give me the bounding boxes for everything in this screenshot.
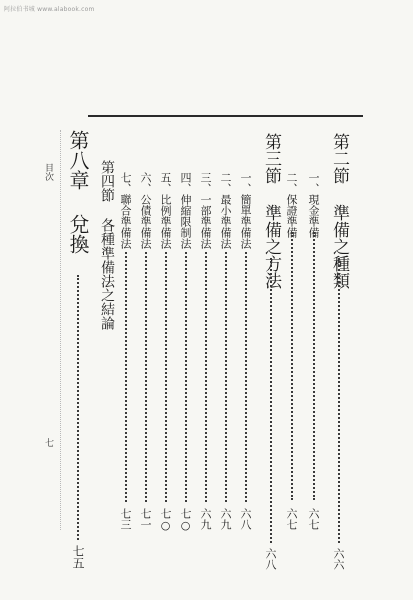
entry-title: 現金準備 — [307, 194, 320, 238]
entry-title: 保證準備 — [285, 194, 298, 238]
entry-marker: 第二節 — [329, 133, 349, 184]
entry-title: 各種準備法之結論 — [99, 218, 115, 330]
margin-rule — [60, 130, 61, 530]
leader-dots — [77, 275, 79, 540]
entry-page: 七三 — [119, 508, 132, 530]
toc-entry-cash-reserve — [307, 172, 320, 530]
toc-entry-chapter-8 — [66, 130, 90, 569]
entry-marker: 五、 — [159, 172, 172, 194]
entry-marker: 第八章 — [66, 130, 90, 190]
entry-marker: 二、 — [219, 172, 232, 194]
entry-title: 簡單準備法 — [239, 194, 252, 249]
entry-title: 伸縮限制法 — [179, 194, 192, 249]
entry-marker: 第四節 — [99, 160, 115, 202]
leader-dots — [245, 252, 247, 502]
entry-page: 六八 — [264, 548, 277, 570]
entry-marker: 一、 — [239, 172, 252, 194]
entry-title: 比例準備法 — [159, 194, 172, 249]
leader-dots — [145, 252, 147, 502]
entry-title: 兌換 — [66, 214, 90, 254]
toc-entry-joint-method — [119, 172, 132, 530]
toc-entry-guarantee-reserve — [285, 172, 298, 530]
entry-marker: 四、 — [179, 172, 192, 194]
leader-dots — [125, 252, 127, 502]
toc-entry-partial-method — [199, 172, 212, 530]
entry-marker: 七、 — [119, 172, 132, 194]
entry-marker: 二、 — [285, 172, 298, 194]
leader-dots — [205, 252, 207, 502]
entry-page: 七一 — [139, 508, 152, 530]
toc-entry-bond-method — [139, 172, 152, 530]
toc-entry-simple-method — [239, 172, 252, 530]
entry-marker: 六、 — [139, 172, 152, 194]
entry-title: 一部準備法 — [199, 194, 212, 249]
entry-page: 六九 — [219, 508, 232, 530]
leader-dots — [291, 232, 293, 500]
entry-page: 六九 — [199, 508, 212, 530]
toc-entry-section-3 — [261, 133, 281, 570]
toc-entry-section-4 — [100, 160, 114, 330]
entry-page: 七○ — [179, 508, 192, 532]
margin-page-number: 七 — [43, 438, 53, 447]
toc-entry-section-2 — [329, 133, 349, 570]
toc-entry-proportional-method — [159, 172, 172, 532]
entry-title: 公債準備法 — [139, 194, 152, 249]
leader-dots — [165, 252, 167, 502]
entry-marker: 一、 — [307, 172, 320, 194]
top-rule — [88, 115, 363, 117]
entry-marker: 第三節 — [261, 133, 281, 184]
entry-page: 七○ — [159, 508, 172, 532]
watermark-text: 阿拉伯书城 www.alabook.com — [4, 6, 95, 13]
leader-dots — [313, 232, 315, 500]
entry-title: 準備之種類 — [329, 204, 349, 289]
entry-page: 六八 — [239, 508, 252, 530]
toc-entry-elastic-method — [179, 172, 192, 532]
entry-title: 準備之方法 — [261, 204, 281, 289]
entry-marker: 三、 — [199, 172, 212, 194]
margin-label: 目次 — [43, 163, 53, 181]
entry-page: 六六 — [332, 548, 345, 570]
leader-dots — [338, 258, 340, 543]
entry-title: 最小準備法 — [219, 194, 232, 249]
entry-page: 六七 — [307, 508, 320, 530]
entry-page: 六七 — [285, 508, 298, 530]
leader-dots — [185, 252, 187, 502]
leader-dots — [225, 252, 227, 502]
leader-dots — [270, 258, 272, 543]
entry-page: 七五 — [71, 545, 85, 569]
toc-entry-minimum-method — [219, 172, 232, 530]
entry-title: 聯合準備法 — [119, 194, 132, 249]
